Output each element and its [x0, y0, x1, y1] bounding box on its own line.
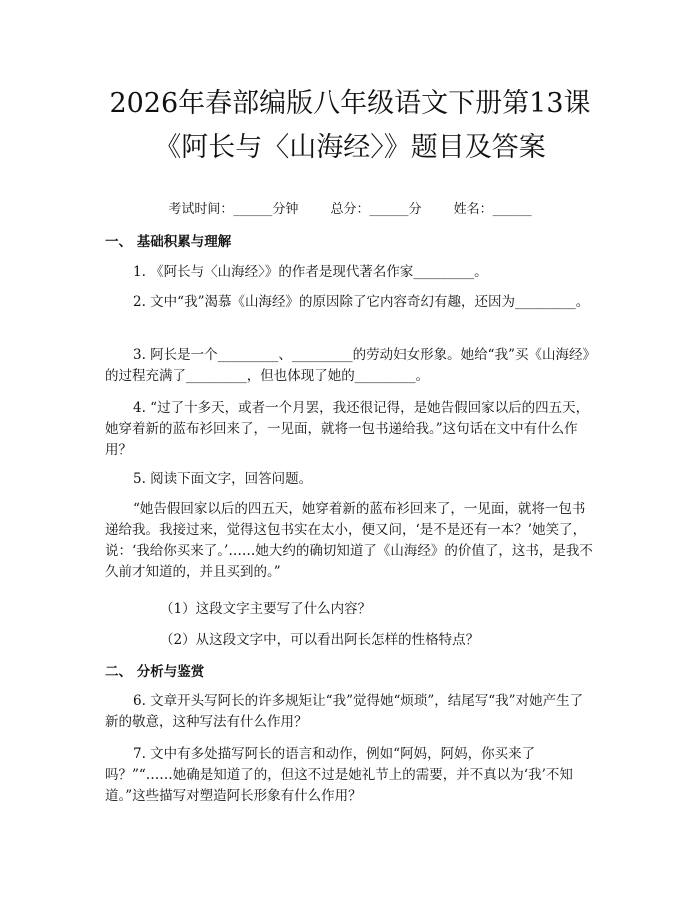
- question-3: 3. 阿长是一个_________、_________的劳动妇女形象。她给“我”买《山海经》的过程充满了_________，但也体现了她的_________。: [105, 347, 590, 384]
- sub-question-2: （2）从这段文字中，可以看出阿长怎样的性格特点？: [160, 632, 480, 648]
- exam-meta: [105, 198, 595, 217]
- question-7: 7. 文中有多处描写阿长的语言和动作，例如“阿妈，阿妈，你买来了吗？”“……她确是知道了的，但这不过是她礼节上的需要，并不真以为‘我’不知道。”这些描写对塑造阿长形象有什么作用？: [105, 746, 573, 804]
- question-4: 4. “过了十多天，或者一个月罢，我还很记得，是她告假回家以后的四五天，她穿着新的蓝布衫回来了，一见面，就将一包书递给我。”这句话在文中有什么作用？: [105, 400, 590, 458]
- section-heading-2: 二、 分析与鉴赏: [105, 664, 205, 680]
- document-title-line2: 《阿长与〈山海经〉》题目及答案: [154, 132, 546, 163]
- question-5: 5. 阅读下面文字，回答问题。: [133, 471, 313, 487]
- reading-passage: “她告假回家以后的四五天，她穿着新的蓝布衫回来了，一见面，就将一包书递给我。我接过来，觉得这包书实在太小，便又问，‘是不是还有一本？’她笑了，说：‘我给你买来了。’……她大约的确切知道了《山海经》的价值了，这书，是我不久前才知道的，并且买到的。”: [105, 501, 593, 580]
- document-title-line1: 2026年春部编版八年级语文下册第13课: [109, 88, 591, 119]
- question-2: 2. 文中“我”渴慕《山海经》的原因除了它内容奇幻有趣，还因为_________。: [133, 294, 590, 310]
- question-1: 1. 《阿长与〈山海经〉》的作者是现代著名作家_________。: [133, 264, 488, 280]
- question-6: 6. 文章开头写阿长的许多规矩让“我”觉得她“烦琐”，结尾写“我”对她产生了新的敬意，这种写法有什么作用？: [105, 693, 584, 730]
- exam-time-field: 考试时间：______分钟: [168, 202, 299, 217]
- name-field: 姓名：______: [453, 202, 532, 217]
- total-score-field: 总分：______分: [330, 202, 422, 217]
- sub-question-1: （1）这段文字主要写了什么内容？: [160, 601, 372, 617]
- section-heading-1: 一、 基础积累与理解: [105, 234, 232, 250]
